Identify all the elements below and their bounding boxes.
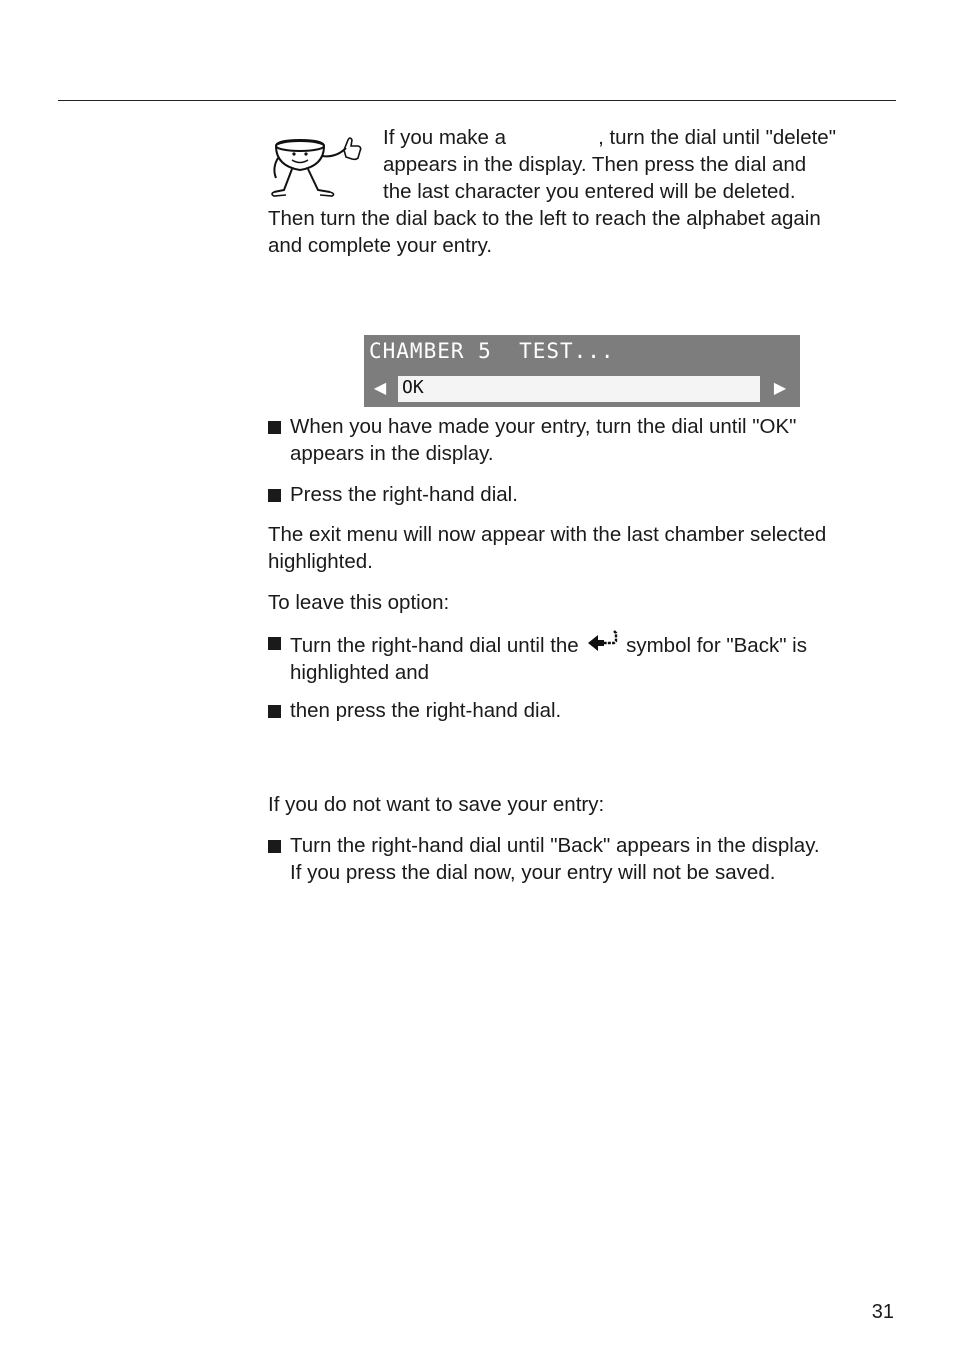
bullet-line: When you have made your entry, turn the dial until "OK" <box>290 415 797 438</box>
triangle-right-icon: ▶ <box>773 380 787 397</box>
lcd-selection-row <box>364 374 800 404</box>
leave-intro: To leave this option: <box>268 591 450 614</box>
tip-line-5: and complete your entry. <box>268 234 493 257</box>
bullet-line: appears in the display. <box>290 442 494 465</box>
bullet-line: then press the right-hand dial. <box>290 699 562 722</box>
step-press-dial <box>268 481 896 508</box>
step-turn-to-back <box>268 629 896 686</box>
header-rule <box>58 100 896 101</box>
exit-menu-paragraph <box>268 521 896 575</box>
lcd-display <box>364 335 800 407</box>
bullet-line-start: Turn the right-hand dial until the <box>290 634 579 657</box>
bullet-item <box>268 481 896 508</box>
bullet-line: Turn the right-hand dial until "Back" appears in the display. <box>290 834 820 857</box>
bullet-line <box>290 629 896 659</box>
tip-line-4: Then turn the dial back to the left to reach the alphabet again <box>268 207 821 230</box>
triangle-left-icon: ◀ <box>373 380 387 397</box>
tip-line-1-start: If you make a <box>383 126 507 149</box>
bullet-line: Press the right-hand dial. <box>290 483 518 506</box>
step-entry-ok <box>268 413 896 467</box>
step-back-no-save <box>268 832 896 886</box>
bullet-line: If you press the dial now, your entry will not be saved. <box>290 861 776 884</box>
lcd-title: CHAMBER 5 TEST... <box>369 339 615 363</box>
paragraph-line: highlighted. <box>268 550 373 573</box>
lcd-field <box>398 376 760 402</box>
bullet-item <box>268 697 896 724</box>
bullet-item <box>268 413 896 467</box>
tip-line-1-end: , turn the dial until "delete" <box>598 126 836 149</box>
bullet-item <box>268 832 896 886</box>
paragraph-line: The exit menu will now appear with the last chamber selected <box>268 523 827 546</box>
tip-paragraph <box>268 124 896 259</box>
no-save-intro: If you do not want to save your entry: <box>268 793 605 816</box>
step-press-dial-2 <box>268 697 896 724</box>
tip-line-1 <box>383 124 896 151</box>
page-number: 31 <box>871 1301 894 1323</box>
tip-line-3: the last character you entered will be deleted. <box>383 180 796 203</box>
back-arrow-icon <box>584 629 620 655</box>
tip-line-2: appears in the display. Then press the dial and <box>383 153 807 176</box>
bullet-item <box>268 629 896 686</box>
lcd-field-value: OK <box>402 377 424 398</box>
bullet-line: highlighted and <box>290 661 430 684</box>
bullet-line-end: symbol for "Back" is <box>626 634 807 657</box>
